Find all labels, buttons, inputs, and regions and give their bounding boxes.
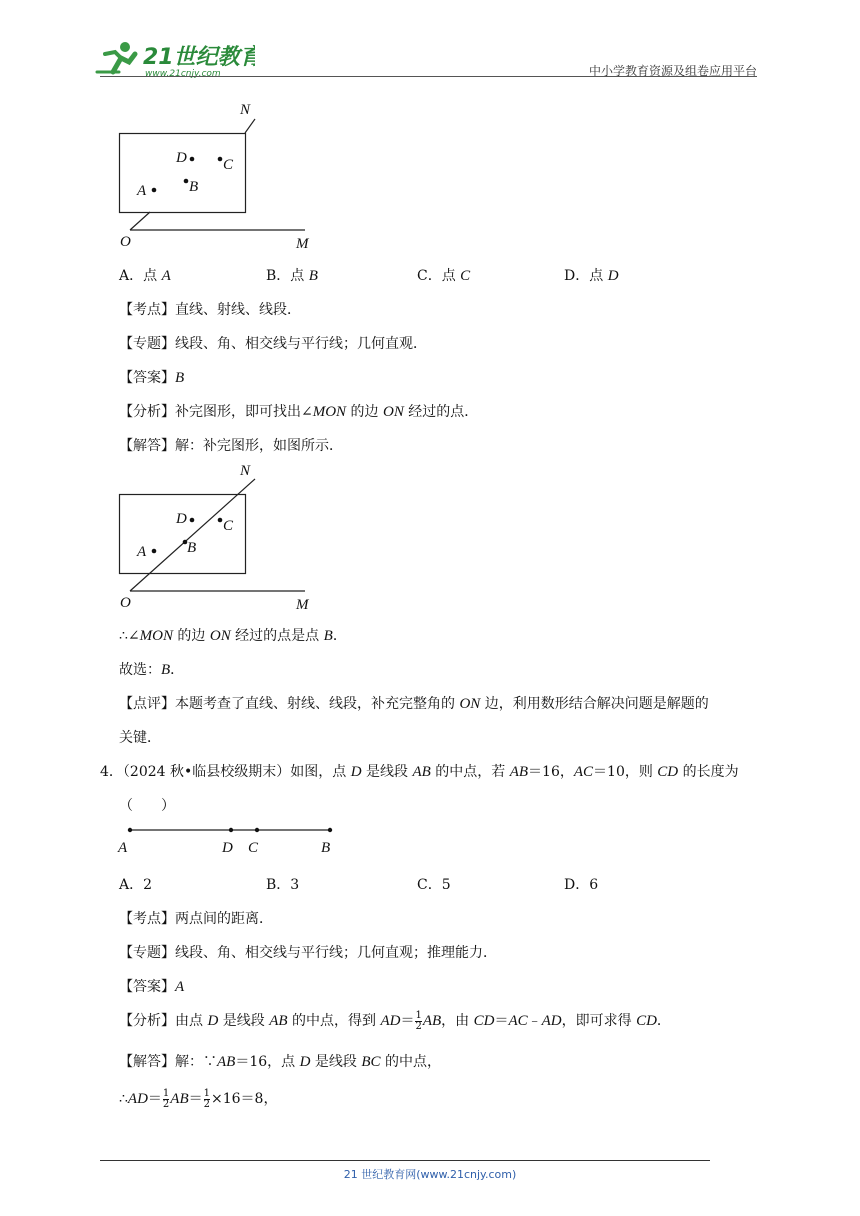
fig1-label-o: O — [120, 234, 131, 250]
q3-answer: 【答案】B — [119, 370, 185, 386]
fig2-label-o: O — [120, 595, 131, 611]
q4-calc: ∴AD＝ $\frac{1}{2}$ AB＝ $\frac{1}{2}$ ×16＝8， — [119, 1087, 278, 1110]
fig2-label-b: B — [187, 540, 197, 556]
q3-dianping-cont: 关键． — [119, 730, 161, 746]
fig1-label-c: C — [223, 157, 234, 173]
q4-answer: 【答案】A — [119, 979, 185, 995]
header-divider — [100, 76, 757, 77]
seg-label-a: A — [118, 840, 128, 856]
fraction-half-2: $\frac{1}{2}$ — [203, 1087, 210, 1110]
fig1-label-m: M — [296, 236, 309, 252]
seg-point-b — [328, 828, 332, 832]
fig1-label-b: B — [189, 179, 199, 195]
q4-option-c: C．5 — [417, 877, 451, 893]
fig2-rectangle — [120, 495, 246, 574]
q3-option-b: B．点 B — [266, 268, 318, 284]
q4-kaodian: 【考点】两点间的距离． — [119, 911, 273, 927]
fig1-label-n: N — [240, 102, 251, 118]
fig2-point-a — [152, 549, 157, 554]
q3-option-a: A．点 A — [119, 268, 171, 284]
fig2-label-a: A — [137, 544, 147, 560]
footer-link[interactable]: 21 世纪教育网(www.21cnjy.com) — [343, 1168, 517, 1181]
q3-fenxi: 【分析】补完图形，即可找出∠MON 的边 ON 经过的点． — [119, 404, 479, 420]
q3-zhuanti: 【专题】线段、角、相交线与平行线；几何直观． — [119, 336, 427, 352]
seg-point-d — [229, 828, 233, 832]
q3-choice: 故选：B． — [119, 662, 185, 678]
fig2-label-m: M — [296, 597, 309, 613]
seg-label-c: C — [248, 840, 259, 856]
fraction-half-1: $\frac{1}{2}$ — [162, 1087, 170, 1110]
q3-jieda: 【解答】解：补完图形，如图所示． — [119, 438, 343, 454]
seg-point-a — [128, 828, 132, 832]
fig2-label-n: N — [240, 463, 251, 479]
fig2-label-c: C — [223, 518, 234, 534]
fig1-point-d — [190, 157, 195, 162]
seg-label-d: D — [222, 840, 233, 856]
fraction-half: $\frac{1}{2}$ — [415, 1009, 422, 1032]
fig2-point-c — [218, 518, 223, 523]
runner-logo-icon — [95, 38, 255, 80]
logo-url: www.21cnjy.com — [145, 69, 221, 79]
figure-2-completed-angle — [110, 458, 320, 614]
q3-option-d: D．点 D — [564, 268, 619, 284]
q4-option-a: A．2 — [119, 877, 153, 893]
fig1-point-c — [218, 157, 223, 162]
fig2-ray-on — [130, 479, 255, 591]
fig1-label-a: A — [137, 183, 147, 199]
q3-conclusion: ∴∠MON 的边 ON 经过的点是点 B． — [119, 628, 347, 644]
fig1-label-d: D — [176, 150, 187, 166]
seg-label-b: B — [321, 840, 331, 856]
q4-segment-figure — [112, 820, 352, 862]
footer-divider — [100, 1160, 710, 1161]
logo-text: 21世纪教育 — [143, 45, 255, 70]
q4-zhuanti: 【专题】线段、角、相交线与平行线；几何直观；推理能力． — [119, 945, 497, 961]
fig2-point-d — [190, 518, 195, 523]
q4-stem: 4．（2024 秋•临县校级期末）如图，点 D 是线段 AB 的中点，若 AB＝16，AC＝10，则 CD 的长度为 — [100, 764, 739, 780]
fig2-label-d: D — [176, 511, 187, 527]
fig1-point-b — [184, 179, 189, 184]
q4-fenxi: 【分析】由点 D 是线段 AB 的中点，得到 AD＝ $\frac{1}{2}$ AB，由 CD＝AC﹣AD，即可求得 CD． — [119, 1009, 671, 1032]
fig1-ray-on-lower — [130, 212, 150, 230]
fig1-ray-on-upper — [245, 119, 255, 133]
q3-kaodian: 【考点】直线、射线、线段． — [119, 302, 301, 318]
figure-1-angle-rectangle — [110, 98, 320, 254]
q3-option-c: C．点 C — [417, 268, 471, 284]
site-logo[interactable] — [95, 38, 255, 84]
q3-dianping: 【点评】本题考查了直线、射线、线段，补充完整角的 ON 边，利用数形结合解决问题是解题的 — [119, 696, 709, 712]
q4-bracket: （ ） — [119, 798, 175, 814]
fig1-point-a — [152, 188, 157, 193]
header-platform-text: 中小学教育资源及组卷应用平台 — [588, 64, 757, 78]
fig1-rectangle — [120, 134, 246, 213]
q4-jieda: 【解答】解：∵AB＝16，点 D 是线段 BC 的中点， — [119, 1054, 441, 1070]
seg-point-c — [255, 828, 259, 832]
q4-option-b: B．3 — [266, 877, 300, 893]
q4-option-d: D．6 — [564, 877, 599, 893]
